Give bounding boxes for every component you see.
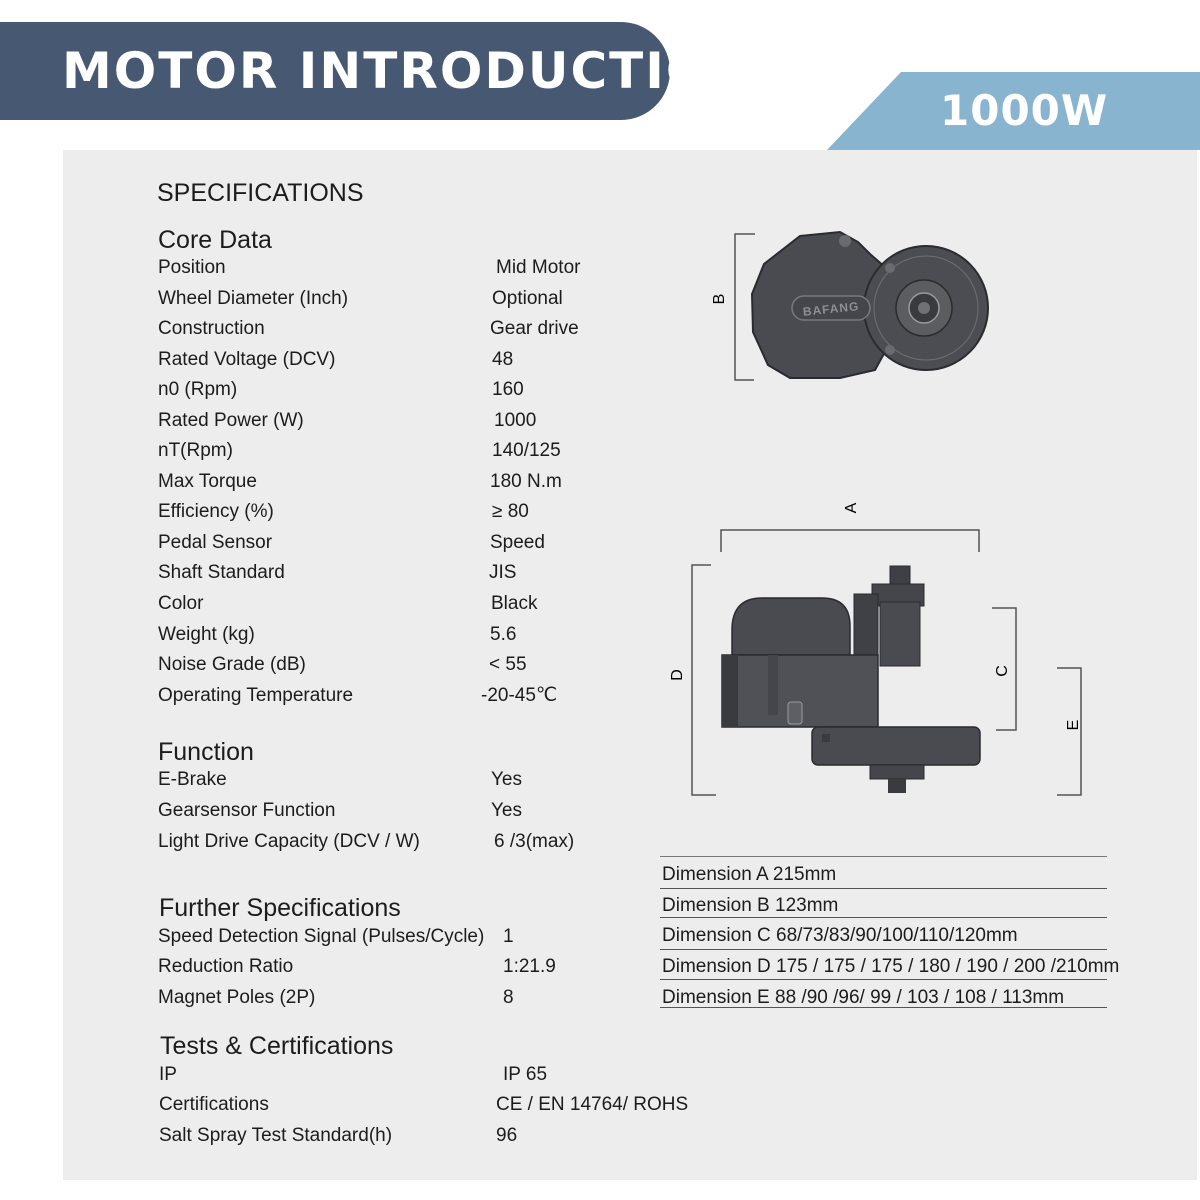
spec-value: 1000 [494,410,537,431]
spec-value: JIS [489,562,517,583]
dimension-b-value: 123mm [775,895,839,916]
spec-label: Wheel Diameter (Inch) [158,288,349,309]
spec-label: Gearsensor Function [158,800,336,821]
spec-value: -20-45℃ [481,685,558,706]
dimension-b-label: Dimension B [662,895,770,916]
body-rib [768,655,778,715]
dimension-d-letter: D [669,669,686,681]
spec-label: Noise Grade (dB) [158,654,306,675]
spec-value: < 55 [489,654,527,675]
spec-label: IP [159,1064,177,1085]
brand-logo: BAFANG [802,299,861,319]
dimension-d-bracket [692,565,716,795]
spec-value: Mid Motor [496,257,581,278]
body-shadow [722,655,738,727]
spec-label: E-Brake [158,769,227,790]
spec-value: 160 [492,379,524,400]
spec-value: Optional [492,288,563,309]
dimension-rule [660,856,1107,857]
dimension-e-label: Dimension E [662,987,770,1008]
dimension-a-letter: A [843,502,860,514]
motor-front-view [650,490,1100,810]
dimension-rule [660,917,1107,918]
dimension-b-row [662,896,838,915]
connector-port [788,702,802,724]
spec-label: n0 (Rpm) [158,379,238,400]
page-title: MOTOR INTRODUCTION [62,42,755,100]
spec-value: 5.6 [490,624,517,645]
mount-bolt [885,263,895,273]
spec-value: IP 65 [503,1064,548,1085]
spec-label: Position [158,257,226,278]
dimension-c-value: 68/73/83/90/100/110/120mm [776,925,1018,946]
spec-value: Yes [491,769,522,790]
dimension-d-row [662,957,1119,976]
spec-label: Reduction Ratio [158,956,294,977]
dimension-e-value: 88 /90 /96/ 99 / 103 / 108 / 113mm [775,987,1065,1008]
spec-label: Rated Voltage (DCV) [158,349,336,370]
spec-label: Shaft Standard [158,562,285,583]
section-title-tests-certifications: Tests & Certifications [160,1032,394,1060]
spec-label: Operating Temperature [158,685,354,706]
specifications-heading: SPECIFICATIONS [157,179,364,207]
spec-label: Certifications [159,1094,269,1115]
mount-bolt [839,235,851,247]
spec-value: 8 [503,987,514,1008]
dimension-e-row [662,988,1064,1007]
dimension-rule [660,949,1107,950]
spec-label: Rated Power (W) [158,410,304,431]
dimension-d-value: 175 / 175 / 175 / 180 / 190 / 200 /210mm [776,956,1120,977]
spec-label: Salt Spray Test Standard(h) [159,1125,393,1146]
dimension-c-label: Dimension C [662,925,771,946]
spec-label: Speed Detection Signal (Pulses/Cycle) [158,926,485,947]
base-screw [822,734,830,742]
spec-value: 140/125 [492,440,561,461]
section-title-further-specifications: Further Specifications [159,894,401,922]
spec-value: 1:21.9 [503,956,556,977]
axle-bottom [888,779,906,793]
spec-label: Light Drive Capacity (DCV / W) [158,831,420,852]
dimension-c-row [662,926,1018,945]
dimension-a-label: Dimension A [662,864,768,885]
dimension-c-letter: C [994,665,1011,677]
spec-label: Efficiency (%) [158,501,274,522]
spec-label: Max Torque [158,471,257,492]
axle-center [918,302,930,314]
dimension-b-letter: B [711,293,728,305]
spec-value: 48 [492,349,514,370]
spec-label: Magnet Poles (2P) [158,987,316,1008]
spec-label: Color [158,593,204,614]
motor-top-view [690,220,1010,400]
spindle-housing [880,602,920,666]
dimension-rule [660,888,1107,889]
spec-value: ≥ 80 [492,501,529,522]
dimension-d-label: Dimension D [662,956,771,977]
spec-label: nT(Rpm) [158,440,233,461]
bottom-bearing [870,765,924,779]
dimension-a-value: 215mm [772,864,837,885]
section-title-function: Function [158,738,254,766]
dimension-e-letter: E [1065,719,1082,731]
motor-cover [732,598,850,655]
dimension-a-bracket [721,530,979,552]
spec-value: Yes [491,800,522,821]
mount-bolt [885,345,895,355]
dimension-a-row [662,865,836,884]
section-title-core-data: Core Data [158,226,272,254]
spec-value: Black [491,593,538,614]
spec-value: 180 N.m [490,471,562,492]
dimension-e-bracket [1057,668,1081,795]
spec-value: Gear drive [490,318,579,339]
dimension-rule [660,979,1107,980]
spec-label: Weight (kg) [158,624,255,645]
spec-value: Speed [490,532,545,553]
spec-value: 6 /3(max) [494,831,575,852]
dimension-rule [660,1007,1107,1008]
power-label: 1000W [940,86,1109,135]
gearbox-base [812,727,980,765]
spec-value: CE / EN 14764/ ROHS [496,1094,689,1115]
spec-value: 96 [496,1125,518,1146]
spec-value: 1 [503,926,514,947]
spec-label: Pedal Sensor [158,532,273,553]
spec-label: Construction [158,318,265,339]
